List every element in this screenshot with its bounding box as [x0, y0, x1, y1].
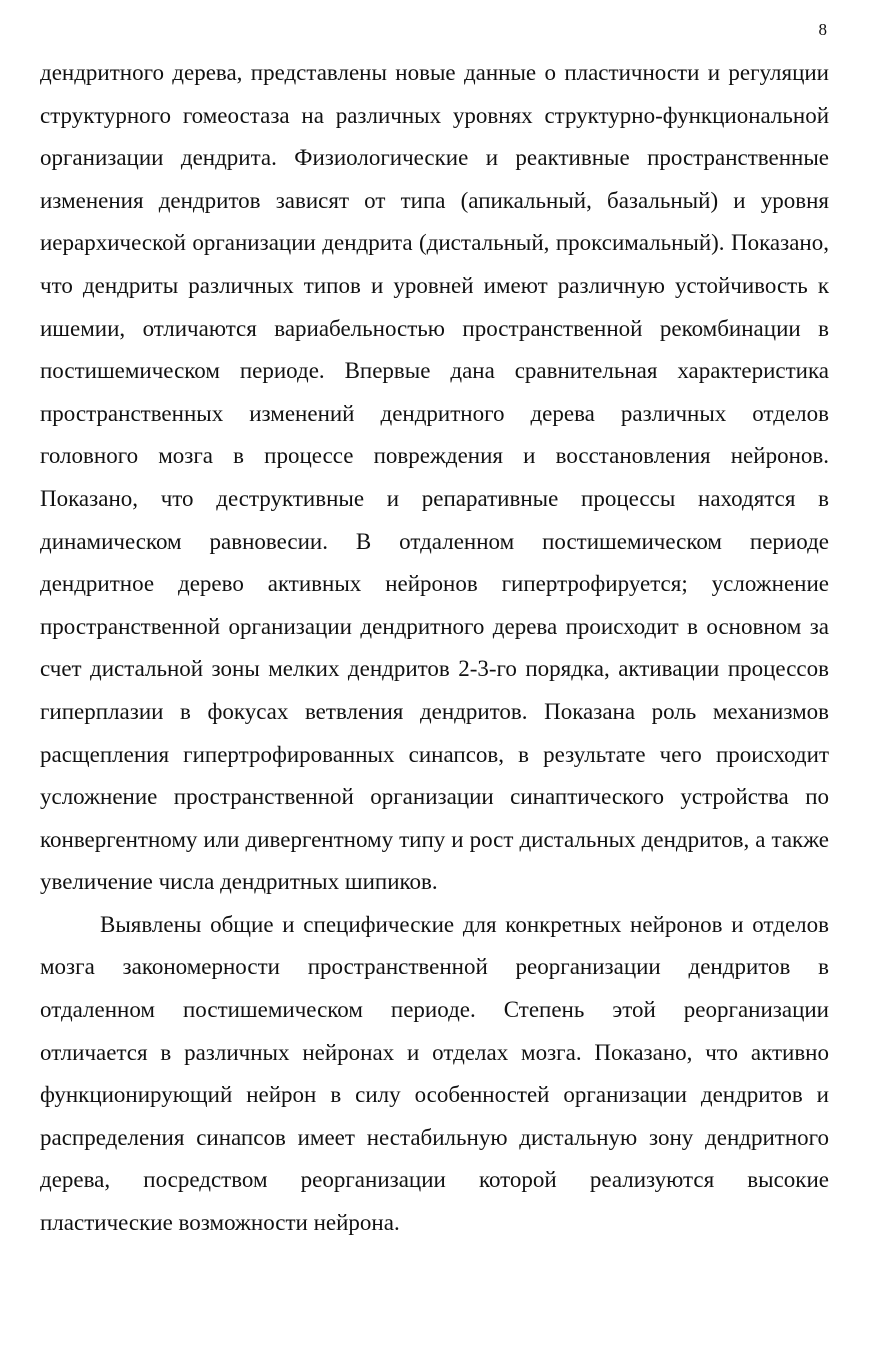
paragraph-1: дендритного дерева, представлены новые данные о пластичности и регуляции структурного гомеостаза на различных уровнях структурно-функциональной организации дендрита. Физиологические и реактивные пространственные изменения дендритов зависят от типа (апикальный, базальный) и уровня иерархической организации дендрита (дистальный, проксимальный). Показано, что дендриты различных типов и уровней имеют различную устойчивость к ишемии, отличаются вариабельностью пространственной рекомбинации в постишемическом периоде. Впервые дана сравнительная характеристика пространственных изменений дендритного дерева различных отделов головного мозга в процессе повреждения и восстановления нейронов. Показано, что деструктивные и репаративные процессы находятся в динамическом равновесии. В отдаленном постишемическом периоде дендритное дерево активных нейронов гипертрофируется; усложнение пространственной организации дендритного дерева происходит в основном за счет дистальной зоны мелких дендритов 2-3-го порядка, активации процессов гиперплазии в фокусах ветвления дендритов. Показана роль механизмов расщепления гипертрофированных синапсов, в результате чего происходит усложнение пространственной организации синаптического устройства по конвергентному или дивергентному типу и рост дистальных дендритов, а также увеличение числа дендритных шипиков.	[40, 60, 829, 895]
paragraph-2: Выявлены общие и специфические для конкретных нейронов и отделов мозга закономерности пространственной реорганизации дендритов в отдаленном постишемическом периоде. Степень этой реорганизации отличается в различных нейронах и отделах мозга. Показано, что активно функционирующий нейрон в силу особенностей организации дендритов и распределения синапсов имеет нестабильную дистальную зону дендритного дерева, посредством реорганизации которой реализуются высокие пластические возможности нейрона.	[40, 911, 829, 1236]
body-text	[40, 52, 829, 1245]
page-number: 8	[818, 20, 827, 39]
